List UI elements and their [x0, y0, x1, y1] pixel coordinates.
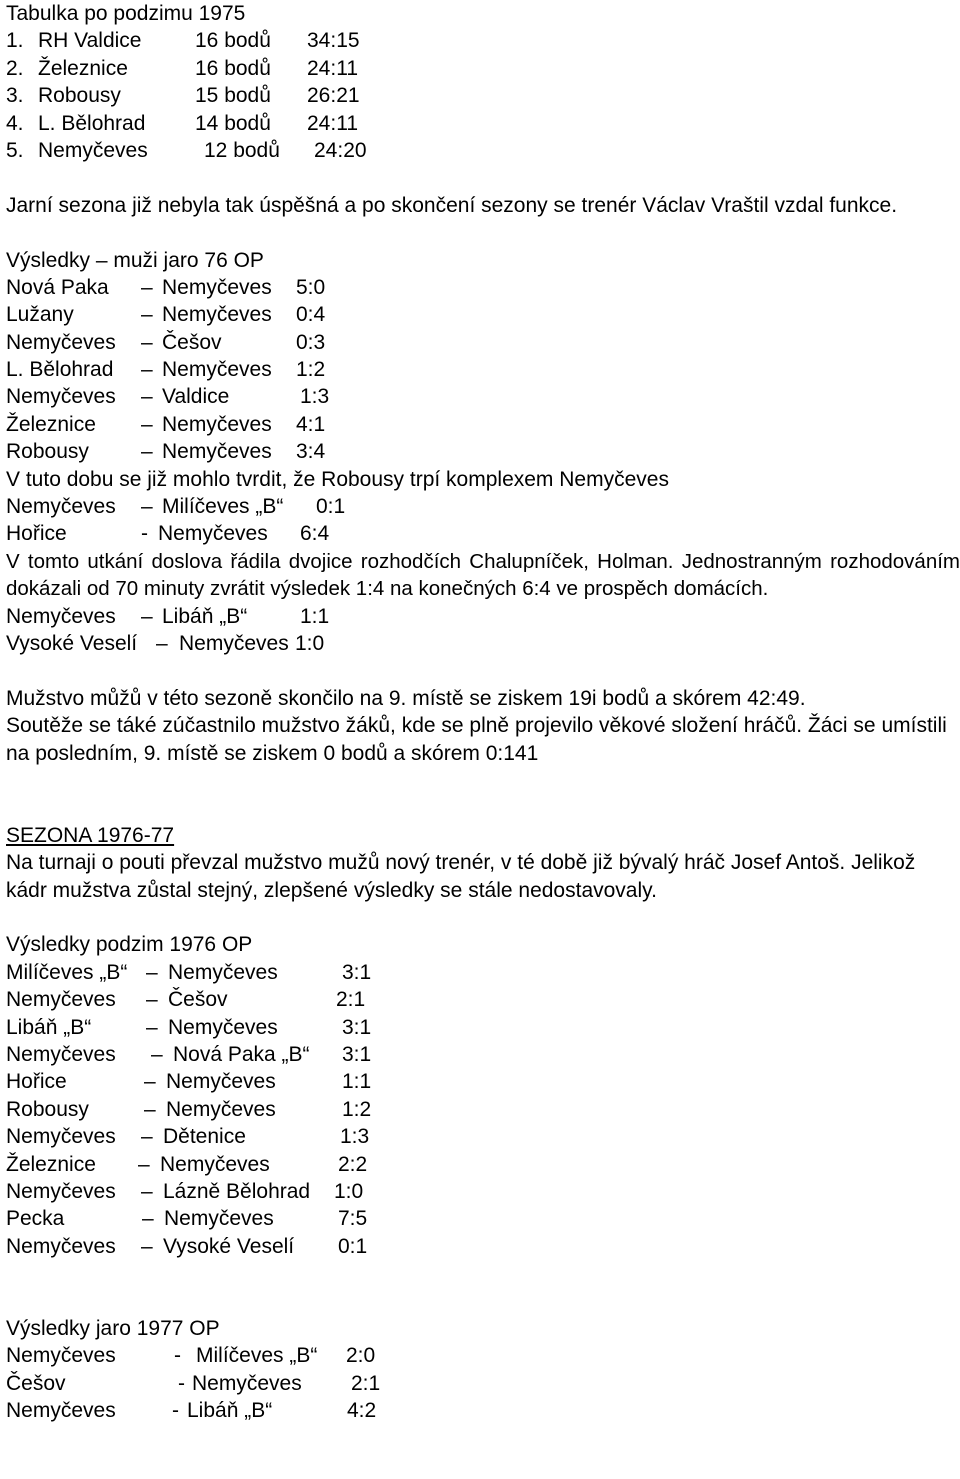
match-row: [6, 986, 960, 1013]
match-row: [6, 356, 960, 383]
match-sep: -: [178, 1371, 185, 1395]
table-team: L. Bělohrad: [38, 111, 146, 135]
match-row: [6, 411, 960, 438]
match-home: L. Bělohrad: [6, 358, 114, 382]
spacer: [6, 657, 960, 684]
table-row: [6, 55, 960, 82]
note-robousy: V tuto dobu se již mohlo tvrdit, že Robousy trpí komplexem Nemyčeves: [6, 467, 669, 491]
match-sep: –: [141, 385, 153, 409]
match-sep: –: [141, 330, 153, 354]
season-paragraph: Na turnaji o pouti převzal mužstvo mužů nový trenér, v té době již bývalý hráč Josef Antoš. Jelikož kádr mužstva zůstal stejný, zlepšené výsledky se stále nedostavovaly.: [6, 851, 916, 902]
match-row: [6, 959, 960, 986]
match-score: 7:5: [338, 1207, 368, 1231]
match-sep: –: [146, 988, 158, 1012]
match-home: Nemyčeves: [6, 1179, 116, 1203]
match-home: Hořice: [6, 522, 67, 546]
table-pos: 5.: [6, 138, 24, 162]
match-score: 1:1: [300, 604, 330, 628]
match-home: Nemyčeves: [6, 1344, 116, 1368]
match-score: 2:0: [346, 1344, 376, 1368]
match-score: 5:0: [296, 275, 326, 299]
match-row: [6, 1397, 960, 1424]
match-score: 1:3: [300, 385, 330, 409]
match-row: [6, 1068, 960, 1095]
summary-men: Mužstvo můžů v této sezoně skončilo na 9. místě se ziskem 19i bodů a skórem 42:49.: [6, 686, 806, 710]
match-row: [6, 1096, 960, 1123]
match-sep: –: [141, 1179, 153, 1203]
match-score: 3:1: [342, 1042, 372, 1066]
table-points: 12 bodů: [204, 138, 280, 162]
table-points: 14 bodů: [195, 111, 271, 135]
table-score: 24:11: [307, 111, 358, 135]
match-score: 6:4: [300, 522, 330, 546]
match-row: [6, 1014, 960, 1041]
match-home: Češov: [6, 1371, 66, 1395]
document-page: [6, 0, 960, 1424]
match-home: Vysoké Veselí: [6, 632, 138, 656]
match-row: [6, 1342, 960, 1369]
table-pos: 3.: [6, 84, 24, 108]
match-sep: –: [141, 303, 153, 327]
match-away: Nemyčeves: [158, 522, 268, 546]
match-home: Pecka: [6, 1207, 65, 1231]
match-sep: –: [141, 495, 153, 519]
match-sep: –: [156, 632, 168, 656]
match-home: Milíčeves „B“: [6, 960, 128, 984]
match-sep: –: [144, 1097, 156, 1121]
match-score: 3:1: [342, 960, 372, 984]
match-row: [6, 438, 960, 465]
match-sep: –: [146, 960, 158, 984]
match-away: Lázně Bělohrad: [163, 1179, 311, 1203]
match-sep: –: [142, 1207, 154, 1231]
match-away: Dětenice: [163, 1125, 246, 1149]
match-row: [6, 1370, 960, 1397]
match-sep: –: [146, 1015, 158, 1039]
match-home: Libáň „B“: [6, 1015, 92, 1039]
match-score: 1:2: [342, 1097, 372, 1121]
match-sep: -: [141, 522, 148, 546]
match-home: Nová Paka: [6, 275, 109, 299]
match-away: Nemyčeves: [162, 275, 272, 299]
match-away: Nemyčeves: [166, 1097, 276, 1121]
match-away: Nemyčeves: [162, 358, 272, 382]
match-home: Nemyčeves: [6, 385, 116, 409]
match-home: Hořice: [6, 1070, 67, 1094]
match-score: 2:1: [336, 988, 366, 1012]
match-away: Nová Paka „B“: [173, 1042, 310, 1066]
match-row: [6, 1205, 960, 1232]
match-sep: –: [144, 1070, 156, 1094]
results-spring76-block2: [6, 493, 960, 548]
match-score: 2:1: [351, 1371, 381, 1395]
match-away: Libáň „B“: [162, 604, 248, 628]
match-home: Železnice: [6, 1152, 96, 1176]
match-score: 4:1: [296, 412, 326, 436]
match-away: Nemyčeves: [192, 1371, 302, 1395]
spacer: [6, 904, 960, 931]
match-sep: –: [151, 1042, 163, 1066]
match-home: Nemyčeves: [6, 495, 116, 519]
table-row: [6, 137, 960, 164]
match-sep: –: [141, 412, 153, 436]
match-score: 4:2: [347, 1399, 377, 1423]
note-referees: V tomto utkání doslova řádila dvojice rozhodčích Chalupníček, Holman. Jednostranným rozhodováním dokázali od 70 minuty zvrátit výsledek 1:4 na konečných 6:4 ve prospěch domácích.: [6, 549, 960, 601]
match-row: [6, 274, 960, 301]
spacer: [6, 164, 960, 191]
spacer: [6, 794, 960, 821]
table-team: RH Valdice: [38, 29, 142, 53]
match-away: Nemyčeves: [166, 1070, 276, 1094]
match-score: 1:2: [296, 358, 326, 382]
table-pos: 1.: [6, 29, 24, 53]
table-points: 16 bodů: [195, 29, 271, 53]
results-spring76-title: Výsledky – muži jaro 76 OP: [6, 248, 264, 272]
table-score: 24:11: [307, 56, 358, 80]
match-score: 0:1: [316, 495, 346, 519]
match-away: Nemyčeves: [179, 632, 289, 656]
table-row: [6, 27, 960, 54]
spacer: [6, 219, 960, 246]
match-away: Češov: [168, 988, 228, 1012]
match-home: Nemyčeves: [6, 330, 116, 354]
match-home: Nemyčeves: [6, 988, 116, 1012]
match-away: Milíčeves „B“: [196, 1344, 318, 1368]
match-sep: -: [172, 1399, 179, 1423]
match-away: Nemyčeves: [168, 960, 278, 984]
match-away: Valdice: [162, 385, 230, 409]
match-score: 1:3: [340, 1125, 370, 1149]
match-sep: –: [141, 358, 153, 382]
match-row: [6, 301, 960, 328]
match-row: [6, 520, 960, 547]
match-score: 0:1: [338, 1234, 368, 1258]
table-points: 16 bodů: [195, 56, 271, 80]
match-row: [6, 1151, 960, 1178]
results-spring76-block1: [6, 274, 960, 466]
table-1975-title: Tabulka po podzimu 1975: [6, 2, 246, 25]
match-away: Nemyčeves: [162, 412, 272, 436]
match-score: 0:3: [296, 330, 326, 354]
match-row: [6, 493, 960, 520]
match-score: 3:4: [296, 440, 326, 464]
match-away: Milíčeves „B“: [162, 495, 284, 519]
match-home: Nemyčeves: [6, 1042, 116, 1066]
match-home: Nemyčeves: [6, 1399, 116, 1423]
match-sep: –: [141, 1234, 153, 1258]
match-score: 1:0: [334, 1179, 364, 1203]
table-row: [6, 110, 960, 137]
match-home: Lužany: [6, 303, 74, 327]
table-points: 15 bodů: [195, 84, 271, 108]
results-spring77-title: Výsledky jaro 1977 OP: [6, 1316, 220, 1340]
table-1975: [6, 27, 960, 164]
match-away: Nemyčeves: [162, 440, 272, 464]
match-score: 1:1: [342, 1070, 372, 1094]
match-home: Robousy: [6, 440, 89, 464]
match-away: Nemyčeves: [160, 1152, 270, 1176]
table-row: [6, 82, 960, 109]
match-away: Nemyčeves: [168, 1015, 278, 1039]
table-score: 34:15: [307, 29, 360, 53]
match-sep: -: [174, 1344, 181, 1368]
summary-youth: Soutěže se táké zúčastnilo mužstvo žáků, kde se plně projevilo věkové složení hráčů. Žáci se umístili na posledním, 9. místě se ziskem 0 bodů a skórem 0:141: [6, 714, 947, 765]
table-pos: 4.: [6, 111, 24, 135]
match-row: [6, 603, 960, 630]
match-home: Robousy: [6, 1097, 89, 1121]
match-row: [6, 383, 960, 410]
table-score: 26:21: [307, 84, 360, 108]
table-team: Nemyčeves: [38, 138, 148, 162]
match-score: 3:1: [342, 1015, 372, 1039]
spacer: [6, 1287, 960, 1314]
spacer: [6, 767, 960, 794]
results-spring77: [6, 1342, 960, 1424]
results-autumn76-title: Výsledky podzim 1976 OP: [6, 933, 253, 957]
match-away: Vysoké Veselí: [163, 1234, 295, 1258]
match-sep: –: [141, 440, 153, 464]
match-score: 2:2: [338, 1152, 368, 1176]
match-home: Železnice: [6, 412, 96, 436]
match-sep: –: [138, 1152, 150, 1176]
match-home: Nemyčeves: [6, 604, 116, 628]
match-home: Nemyčeves: [6, 1234, 116, 1258]
table-score: 24:20: [314, 138, 367, 162]
spacer: [6, 1260, 960, 1287]
match-score: 0:4: [296, 303, 326, 327]
table-pos: 2.: [6, 56, 24, 80]
match-sep: –: [141, 275, 153, 299]
match-away: Libáň „B“: [187, 1399, 273, 1423]
season-heading: SEZONA 1976-77: [6, 823, 175, 847]
match-row: [6, 1123, 960, 1150]
match-sep: –: [141, 604, 153, 628]
match-home: Nemyčeves: [6, 1125, 116, 1149]
results-autumn76: [6, 959, 960, 1260]
match-sep: –: [141, 1125, 153, 1149]
results-spring76-block3: [6, 603, 960, 658]
match-row: [6, 1041, 960, 1068]
match-away: Nemyčeves: [164, 1207, 274, 1231]
match-row: [6, 630, 960, 657]
paragraph-spring: Jarní sezona již nebyla tak úspěšná a po skončení sezony se trenér Václav Vraštil vzdal funkce.: [6, 193, 898, 217]
match-score: 1:0: [295, 632, 325, 656]
match-away: Češov: [162, 330, 222, 354]
match-away: Nemyčeves: [162, 303, 272, 327]
match-row: [6, 329, 960, 356]
match-row: [6, 1233, 960, 1260]
match-row: [6, 1178, 960, 1205]
table-team: Železnice: [38, 56, 128, 80]
table-team: Robousy: [38, 84, 121, 108]
